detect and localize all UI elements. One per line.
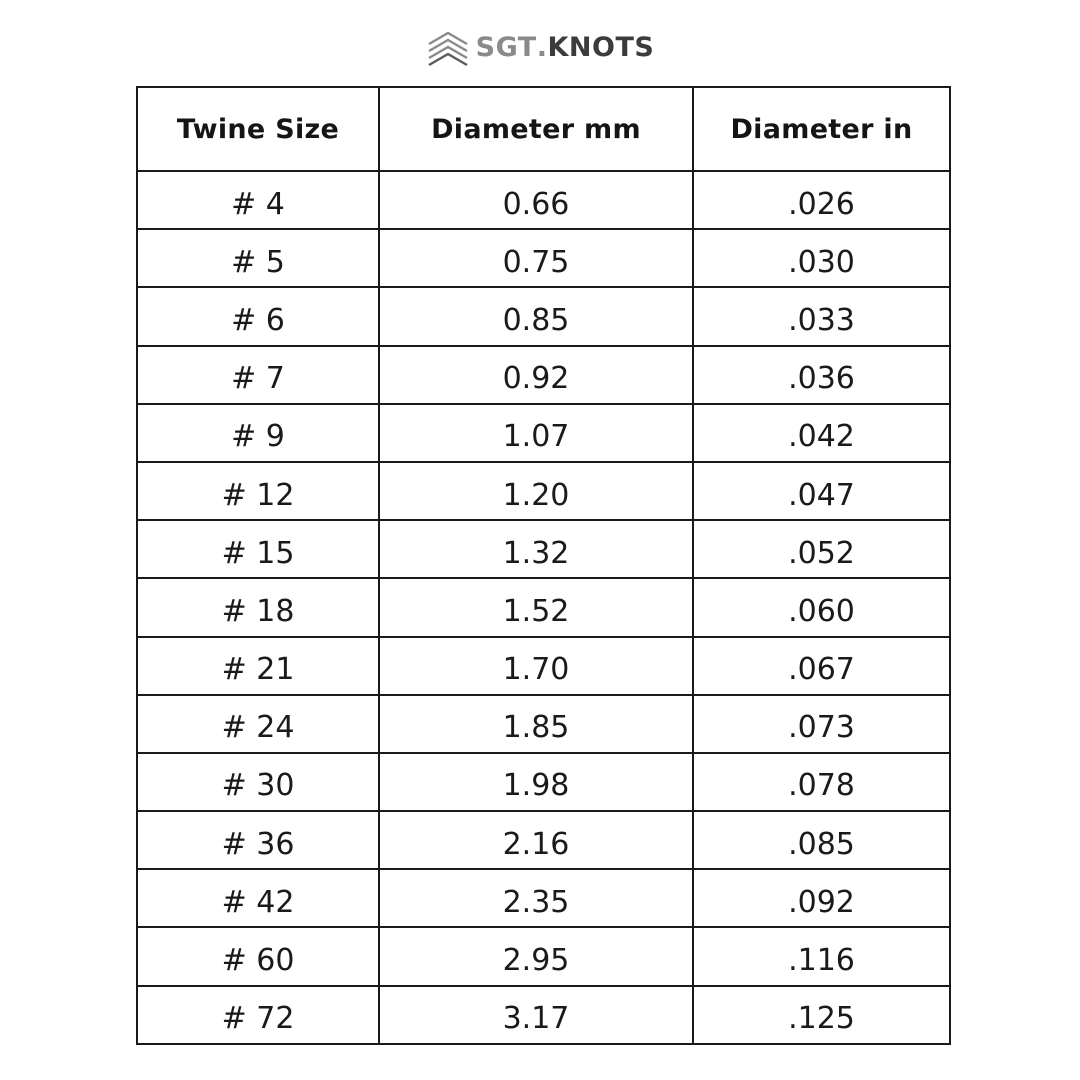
diameter-mm-cell: 0.92 xyxy=(379,346,693,404)
header-diameter-in: Diameter in xyxy=(693,87,950,171)
twine-size-cell: # 18 xyxy=(137,578,379,636)
diameter-in-cell: .085 xyxy=(693,811,950,869)
brand-logo xyxy=(0,24,1080,70)
twine-size-cell: # 60 xyxy=(137,927,379,985)
diameter-mm-cell: 1.52 xyxy=(379,578,693,636)
twine-size-cell: # 9 xyxy=(137,404,379,462)
twine-size-cell: # 15 xyxy=(137,520,379,578)
diameter-in-cell: .092 xyxy=(693,869,950,927)
diameter-in-cell: .067 xyxy=(693,637,950,695)
table-body xyxy=(137,171,950,1044)
diameter-in-cell: .060 xyxy=(693,578,950,636)
diameter-in-cell: .042 xyxy=(693,404,950,462)
diameter-in-cell: .030 xyxy=(693,229,950,287)
twine-size-cell: # 72 xyxy=(137,986,379,1044)
diameter-mm-cell: 1.70 xyxy=(379,637,693,695)
table-row xyxy=(137,637,950,695)
diameter-mm-cell: 1.85 xyxy=(379,695,693,753)
diameter-mm-cell: 2.35 xyxy=(379,869,693,927)
diameter-mm-cell: 1.98 xyxy=(379,753,693,811)
header-diameter-mm: Diameter mm xyxy=(379,87,693,171)
table-row xyxy=(137,346,950,404)
brand-name-knots: KNOTS xyxy=(547,31,655,63)
diameter-in-cell: .036 xyxy=(693,346,950,404)
twine-size-cell: # 5 xyxy=(137,229,379,287)
table-row xyxy=(137,695,950,753)
diameter-mm-cell: 1.20 xyxy=(379,462,693,520)
diameter-in-cell: .026 xyxy=(693,171,950,229)
twine-size-cell: # 12 xyxy=(137,462,379,520)
diameter-mm-cell: 0.75 xyxy=(379,229,693,287)
twine-size-table xyxy=(136,86,951,1045)
table-row xyxy=(137,171,950,229)
diameter-in-cell: .116 xyxy=(693,927,950,985)
table-row xyxy=(137,404,950,462)
twine-size-cell: # 4 xyxy=(137,171,379,229)
brand-name-dot: . xyxy=(536,31,548,63)
brand-name xyxy=(476,32,655,63)
diameter-mm-cell: 1.07 xyxy=(379,404,693,462)
twine-size-cell: # 7 xyxy=(137,346,379,404)
table-row xyxy=(137,811,950,869)
twine-size-cell: # 36 xyxy=(137,811,379,869)
diameter-mm-cell: 0.66 xyxy=(379,171,693,229)
table-row xyxy=(137,287,950,345)
twine-size-cell: # 24 xyxy=(137,695,379,753)
twine-size-cell: # 6 xyxy=(137,287,379,345)
table-row xyxy=(137,462,950,520)
diameter-mm-cell: 0.85 xyxy=(379,287,693,345)
diameter-in-cell: .078 xyxy=(693,753,950,811)
brand-name-sgt: SGT xyxy=(475,31,537,63)
diameter-mm-cell: 3.17 xyxy=(379,986,693,1044)
table-row xyxy=(137,229,950,287)
diameter-mm-cell: 1.32 xyxy=(379,520,693,578)
diameter-in-cell: .052 xyxy=(693,520,950,578)
chevron-stack-icon xyxy=(426,27,470,67)
table-header-row xyxy=(137,87,950,171)
diameter-mm-cell: 2.16 xyxy=(379,811,693,869)
diameter-in-cell: .073 xyxy=(693,695,950,753)
diameter-mm-cell: 2.95 xyxy=(379,927,693,985)
table-row xyxy=(137,927,950,985)
twine-size-cell: # 21 xyxy=(137,637,379,695)
table-row xyxy=(137,753,950,811)
twine-size-cell: # 42 xyxy=(137,869,379,927)
diameter-in-cell: .047 xyxy=(693,462,950,520)
header-twine-size: Twine Size xyxy=(137,87,379,171)
table-row xyxy=(137,578,950,636)
table-row xyxy=(137,520,950,578)
diameter-in-cell: .033 xyxy=(693,287,950,345)
twine-size-cell: # 30 xyxy=(137,753,379,811)
table-row xyxy=(137,869,950,927)
diameter-in-cell: .125 xyxy=(693,986,950,1044)
table-row xyxy=(137,986,950,1044)
